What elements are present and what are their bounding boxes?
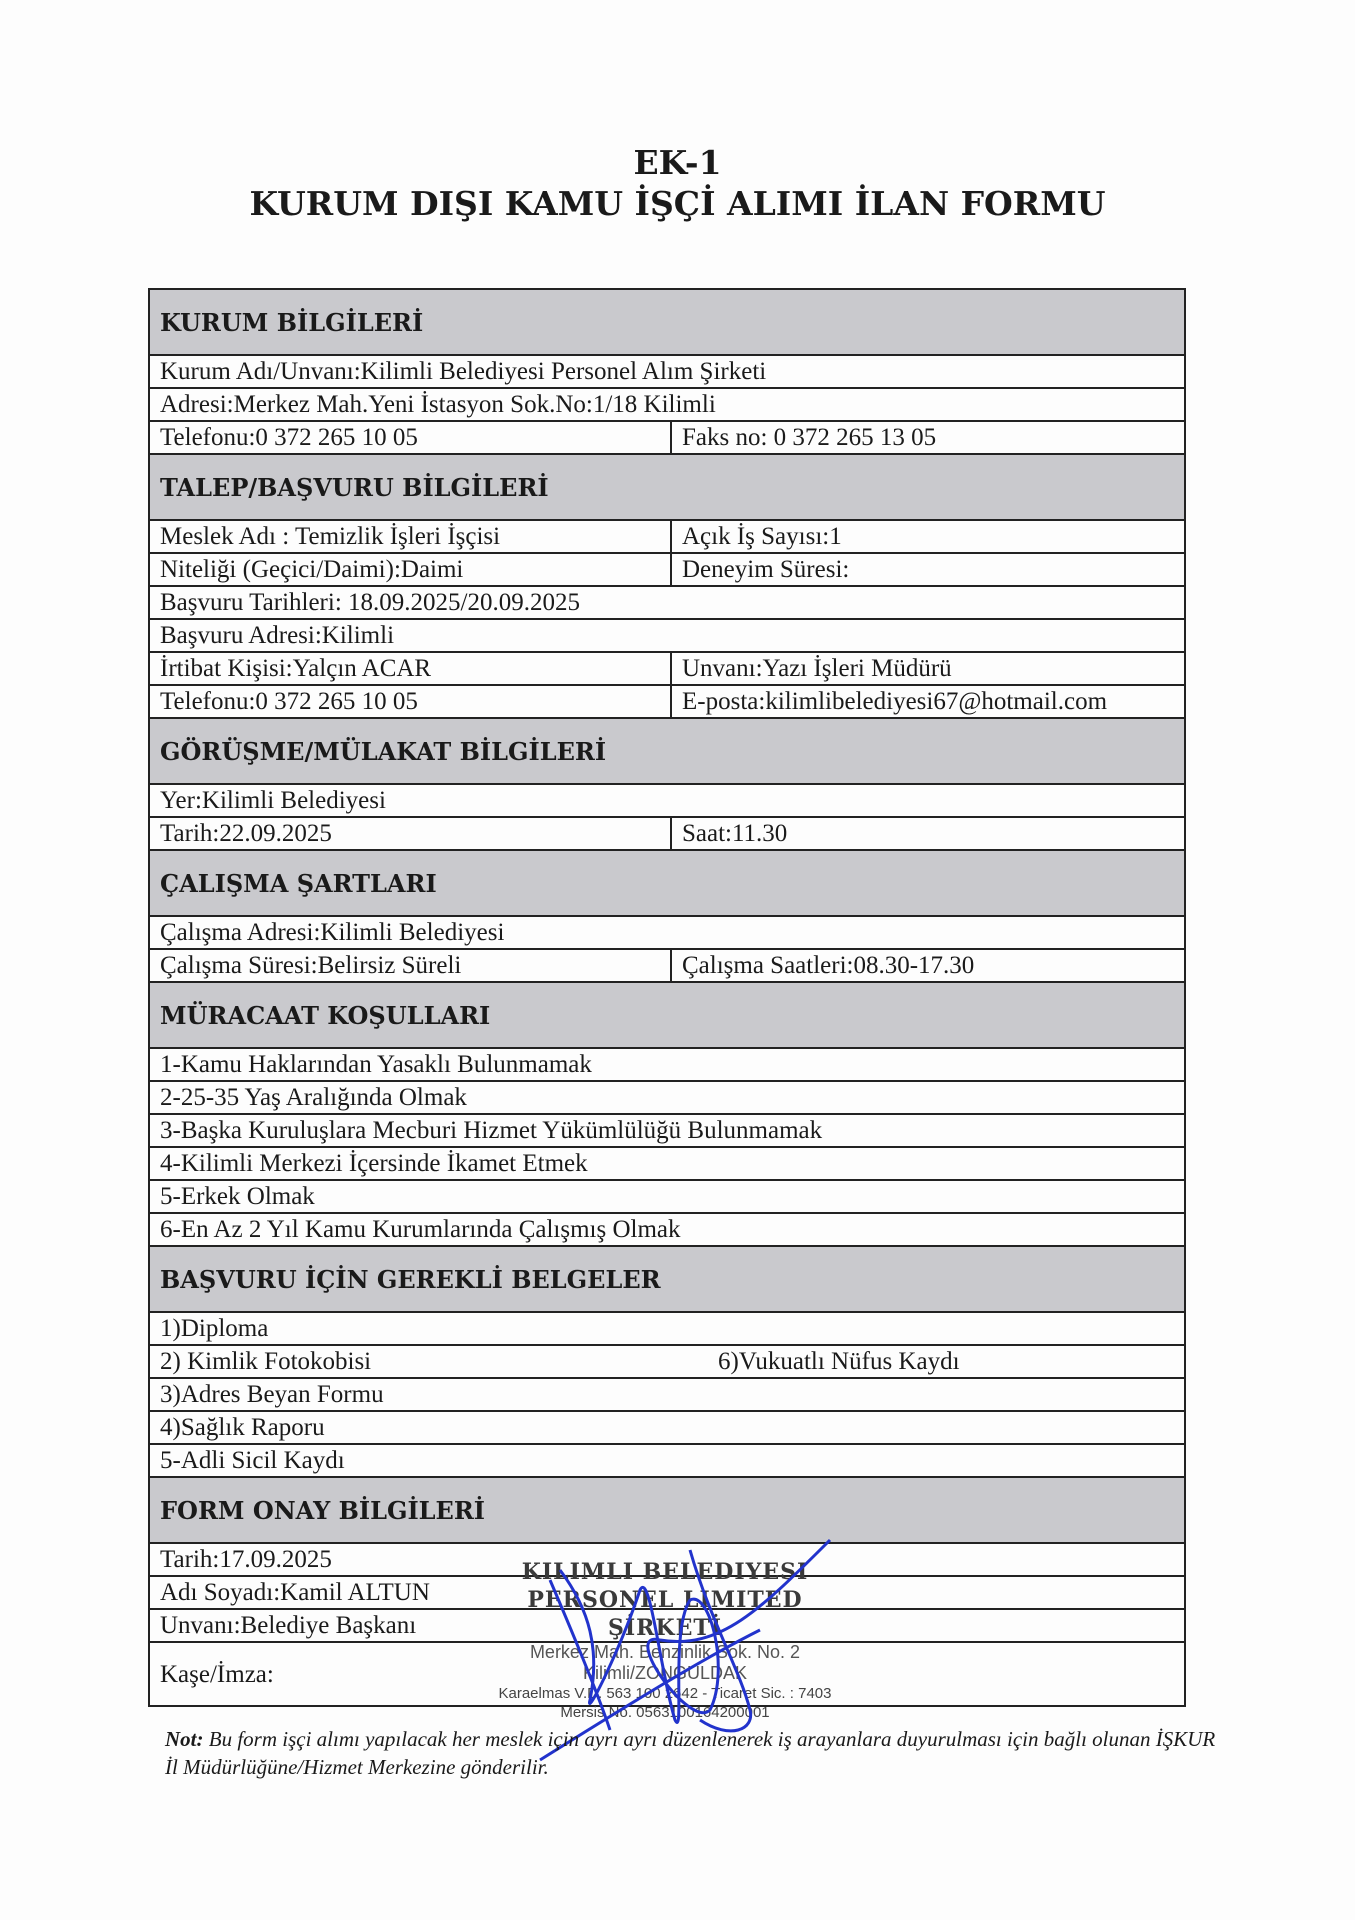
irtibat-unvan: Unvanı:Yazı İşleri Müdürü (671, 652, 1185, 685)
gorusme-saat: Saat:11.30 (671, 817, 1185, 850)
muracaat-kosulu: 6-En Az 2 Yıl Kamu Kurumlarında Çalışmış Olmak (149, 1213, 1185, 1246)
section-header-calisma: ÇALIŞMA ŞARTLARI (149, 850, 1185, 916)
meslek-adi: Meslek Adı : Temizlik İşleri İşçisi (149, 520, 671, 553)
calisma-saatleri: Çalışma Saatleri:08.30-17.30 (671, 949, 1185, 982)
section-header-belgeler: BAŞVURU İÇİN GEREKLİ BELGELER (149, 1246, 1185, 1312)
kurum-adres: Adresi:Merkez Mah.Yeni İstasyon Sok.No:1/18 Kilimli (149, 388, 1185, 421)
section-header-gorusme: GÖRÜŞME/MÜLAKAT BİLGİLERİ (149, 718, 1185, 784)
muracaat-kosulu: 1-Kamu Haklarından Yasaklı Bulunmamak (149, 1048, 1185, 1081)
footnote (165, 1725, 1225, 1781)
stamp-line: KILIMLI BELEDIYESI (521, 1559, 809, 1585)
muracaat-kosulu: 2-25-35 Yaş Aralığında Olmak (149, 1081, 1185, 1114)
irtibat-eposta: E-posta:kilimlibelediyesi67@hotmail.com (671, 685, 1185, 718)
irtibat-telefon: Telefonu:0 372 265 10 05 (149, 685, 671, 718)
irtibat-kisisi: İrtibat Kişisi:Yalçın ACAR (149, 652, 671, 685)
kurum-telefon: Telefonu:0 372 265 10 05 (149, 421, 671, 454)
gorusme-yer: Yer:Kilimli Belediyesi (149, 784, 1185, 817)
onay-adi-soyadi: Adı Soyadı:Kamil ALTUN (149, 1576, 1185, 1609)
belge-item: 3)Adres Beyan Formu (149, 1378, 1185, 1411)
basvuru-tarihleri: Başvuru Tarihleri: 18.09.2025/20.09.2025 (149, 586, 1185, 619)
acik-is-sayisi: Açık İş Sayısı:1 (671, 520, 1185, 553)
note-text: Bu form işçi alımı yapılacak her meslek için ayrı ayrı düzenlenerek iş arayanlara duyurulması için bağlı olunan İŞKUR İl Müdürlüğüne/Hizmet Merkezine gönderilir. (165, 1727, 1216, 1779)
stamp-line: Karaelmas V.D. 563 100 2642 - Ticaret Sic. : 7403 (498, 1685, 832, 1702)
stamp-line: Merkez Mah. Benzinlik Sok. No. 2 (529, 1642, 801, 1662)
muracaat-kosulu: 4-Kilimli Merkezi İçersinde İkamet Etmek (149, 1147, 1185, 1180)
section-header-talep: TALEP/BAŞVURU BİLGİLERİ (149, 454, 1185, 520)
section-header-kurum: KURUM BİLGİLERİ (149, 289, 1185, 355)
kase-imza: Kaşe/İmza: (149, 1642, 1185, 1706)
belge-item: 4)Sağlık Raporu (149, 1411, 1185, 1444)
onay-tarih: Tarih:17.09.2025 (149, 1543, 1185, 1576)
stamp-line: Kilimli/ZONGULDAK (582, 1663, 747, 1683)
form-annex-label: EK-1 (633, 143, 722, 182)
belge-item: 5-Adli Sicil Kaydı (149, 1444, 1185, 1477)
basvuru-adresi: Başvuru Adresi:Kilimli (149, 619, 1185, 652)
muracaat-kosulu: 5-Erkek Olmak (149, 1180, 1185, 1213)
calisma-suresi: Çalışma Süresi:Belirsiz Süreli (149, 949, 671, 982)
form-title: KURUM DIŞI KAMU İŞÇİ ALIMI İLAN FORMU (249, 184, 1106, 223)
kurum-faks: Faks no: 0 372 265 13 05 (671, 421, 1185, 454)
belge-item: 1)Diploma (149, 1312, 1185, 1345)
stamp-line: Mersis No. 0563100164200001 (560, 1704, 770, 1721)
onay-unvan: Unvanı:Belediye Başkanı (149, 1609, 1185, 1642)
announcement-form-table (148, 288, 1186, 1707)
note-label: Not: (165, 1727, 204, 1751)
section-header-onay: FORM ONAY BİLGİLERİ (149, 1477, 1185, 1543)
belge-item: 6)Vukuatlı Nüfus Kaydı (718, 1348, 960, 1375)
niteligi: Niteliği (Geçici/Daimi):Daimi (149, 553, 671, 586)
section-header-muracaat: MÜRACAAT KOŞULLARI (149, 982, 1185, 1048)
calisma-adresi: Çalışma Adresi:Kilimli Belediyesi (149, 916, 1185, 949)
stamp-line: PERSONEL LIMITED ŞİRKETİ (527, 1587, 803, 1641)
deneyim-suresi: Deneyim Süresi: (671, 553, 1185, 586)
belge-row (149, 1345, 1185, 1378)
gorusme-tarih: Tarih:22.09.2025 (149, 817, 671, 850)
kurum-adi: Kurum Adı/Unvanı:Kilimli Belediyesi Personel Alım Şirketi (149, 355, 1185, 388)
muracaat-kosulu: 3-Başka Kuruluşlara Mecburi Hizmet Yükümlülüğü Bulunmamak (149, 1114, 1185, 1147)
belge-item: 2) Kimlik Fotokobisi (160, 1348, 372, 1375)
